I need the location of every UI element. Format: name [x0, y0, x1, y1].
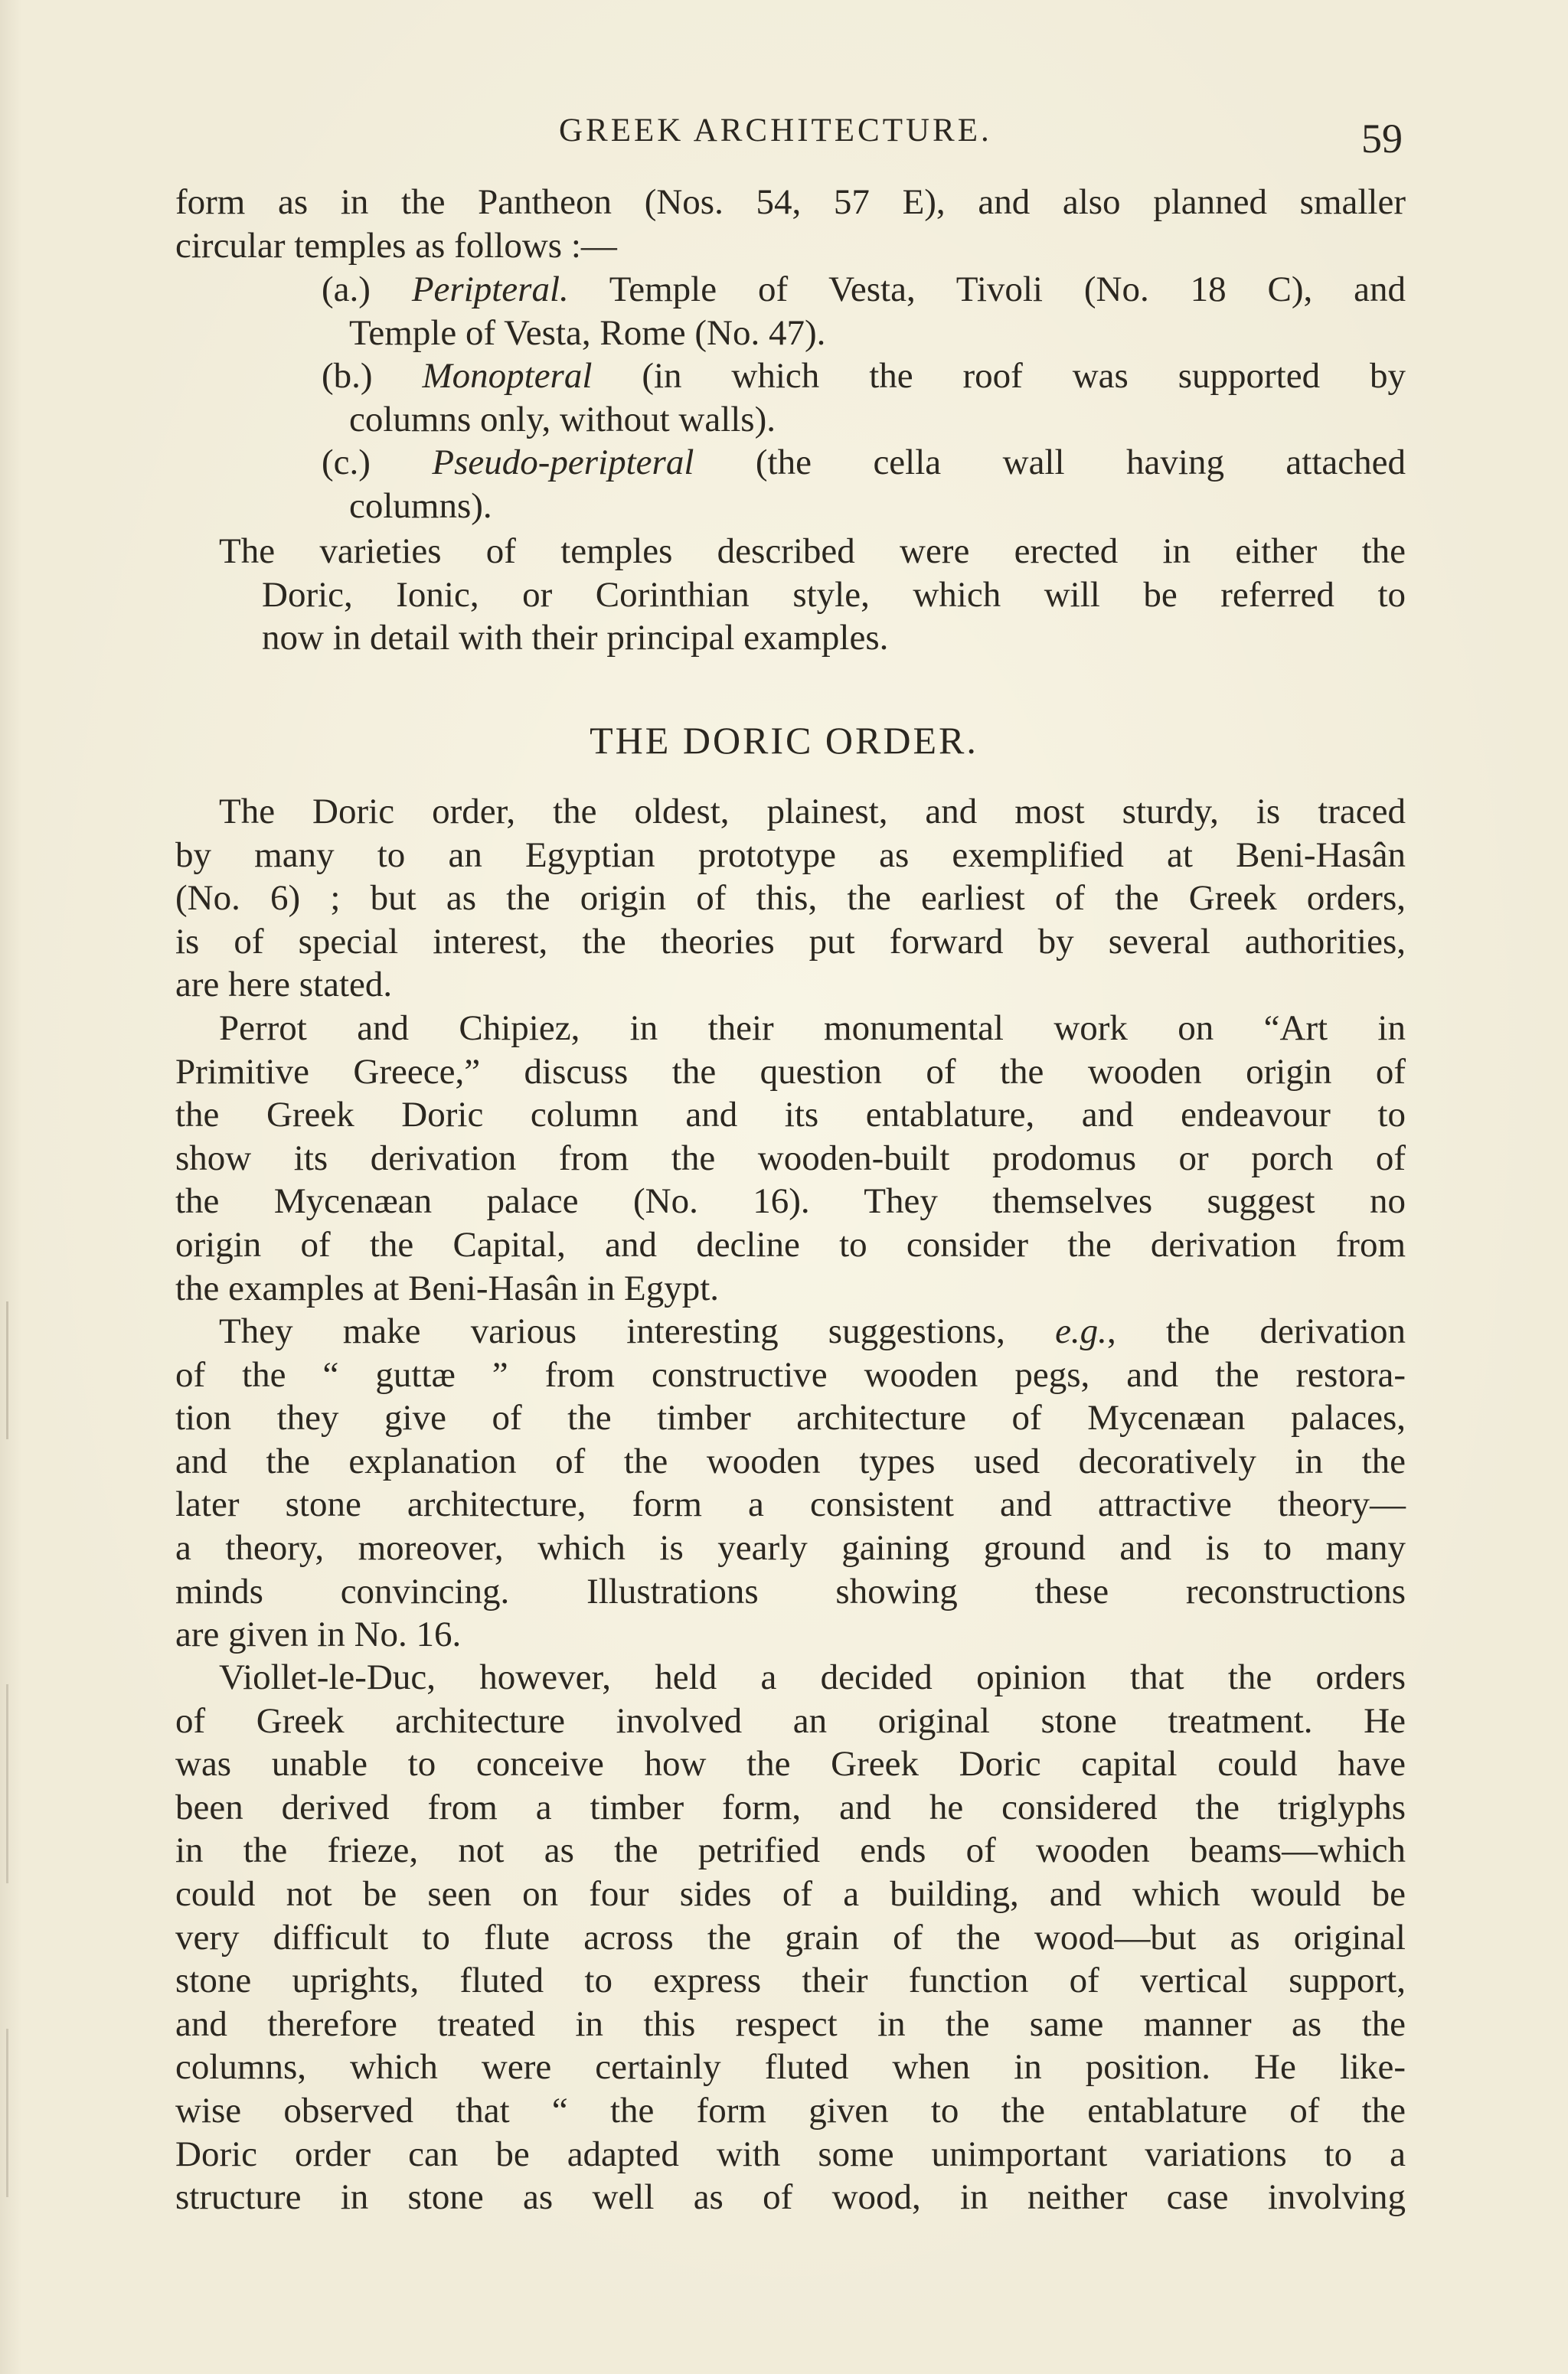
text-line: is of special interest, the theories put forward by several authorities,: [175, 921, 1406, 962]
text-line: the Greek Doric column and its entablature, and endeavour to: [175, 1095, 1406, 1135]
text-line: wise observed that “ the form given to the entablature of the: [175, 2090, 1406, 2131]
text-line: Viollet-le-Duc, however, held a decided opinion that the orders: [219, 1657, 1406, 1697]
list-text: Temple of Vesta, Tivoli (No. 18 C), and: [568, 269, 1406, 309]
list-item-a: [175, 268, 1406, 312]
list-text: (in which the roof was supported by: [592, 356, 1406, 397]
temple-types-list: [175, 268, 1406, 528]
text-line: been derived from a timber form, and he considered the triglyphs: [175, 1787, 1406, 1827]
list-term: Pseudo-peripteral: [432, 442, 694, 483]
text-line: tion they give of the timber architecture of Mycenæan palaces,: [175, 1398, 1406, 1438]
list-item-b: [175, 354, 1406, 398]
text-line: columns, which were certainly fluted when in position. He like-: [175, 2047, 1406, 2088]
text-line: now in detail with their principal examples.: [262, 618, 889, 658]
text-run: They make various interesting suggestions,: [219, 1311, 1056, 1351]
list-text: (the cella wall having attached: [694, 442, 1406, 483]
list-marker: (c.): [322, 442, 371, 483]
text-line: Doric order can be adapted with some unimportant variations to a: [175, 2134, 1406, 2174]
scan-edge-mark: [6, 1684, 8, 1883]
text-line: of Greek architecture involved an original stone treatment. He: [175, 1700, 1406, 1741]
text-line: structure in stone as well as of wood, in neither case involving: [175, 2177, 1406, 2218]
text-line: a theory, moreover, which is yearly gaining ground and is to many: [175, 1527, 1406, 1568]
text-line: and the explanation of the wooden types used decoratively in the: [175, 1441, 1406, 1481]
paragraph-doric-origin: [175, 790, 1406, 1007]
list-item-c: [175, 441, 1406, 485]
text-line: very difficult to flute across the grain of the wood—but as original: [175, 1917, 1406, 1958]
text-line: The Doric order, the oldest, plainest, and most sturdy, is traced: [219, 792, 1406, 831]
section-heading: THE DORIC ORDER.: [590, 719, 978, 762]
text-line: and therefore treated in this respect in the same manner as the: [175, 2003, 1406, 2044]
list-item-c-cont: columns).: [349, 485, 492, 526]
text-line: Perrot and Chipiez, in their monumental work on “Art in: [219, 1008, 1406, 1048]
text-line: in the frieze, not as the petrified ends of wooden beams—which: [175, 1830, 1406, 1871]
paragraph-suggestions: [175, 1310, 1406, 1657]
list-item-b-cont: columns only, without walls).: [349, 399, 776, 439]
page-number: 59: [1361, 116, 1403, 162]
text-line: of the “ guttæ ” from constructive wooden pegs, and the restora-: [175, 1354, 1406, 1395]
text-line: later stone architecture, form a consistent and attractive theory—: [175, 1484, 1406, 1525]
text-line: the Mycenæan palace (No. 16). They themselves suggest no: [175, 1181, 1406, 1222]
list-marker: (b.): [322, 356, 373, 397]
text-line: minds convincing. Illustrations showing these reconstructions: [175, 1571, 1406, 1612]
intro-paragraph: [175, 181, 1406, 267]
scan-edge-mark: [6, 1301, 8, 1439]
list-item-a-cont: Temple of Vesta, Rome (No. 47).: [349, 312, 826, 353]
text-line: show its derivation from the wooden-built prodomus or porch of: [175, 1138, 1406, 1178]
text-line: are given in No. 16.: [175, 1615, 462, 1655]
paragraph-perrot-chipiez: [175, 1007, 1406, 1310]
text-line: was unable to conceive how the Greek Doric capital could have: [175, 1744, 1406, 1785]
running-title: GREEK ARCHITECTURE.: [559, 113, 992, 149]
text-line: are here stated.: [175, 965, 393, 1005]
list-term: Monopteral: [422, 356, 593, 397]
list-term: Peripteral.: [411, 269, 569, 309]
text-line: circular temples as follows :—: [175, 225, 617, 266]
text-run: , the derivation: [1106, 1311, 1406, 1351]
text-line: The varieties of temples described were erected in either the: [219, 531, 1406, 571]
text-line: [175, 1310, 1406, 1354]
text-line: the examples at Beni-Hasân in Egypt.: [175, 1268, 720, 1308]
varieties-paragraph: [175, 530, 1406, 660]
text-line: Primitive Greece,” discuss the question of the wooden origin of: [175, 1051, 1406, 1092]
text-line: Doric, Ionic, or Corinthian style, which will be referred to: [262, 574, 1406, 615]
scan-edge-mark: [6, 2029, 8, 2197]
text-line: form as in the Pantheon (Nos. 54, 57 E), and also planned smaller: [175, 182, 1406, 222]
text-line: by many to an Egyptian prototype as exemplified at Beni-Hasân: [175, 834, 1406, 875]
text-line: (No. 6) ; but as the origin of this, the earliest of the Greek orders,: [175, 878, 1406, 919]
list-marker: (a.): [322, 269, 371, 309]
text-run-italic: e.g.: [1055, 1311, 1107, 1351]
paragraph-viollet-le-duc: [175, 1656, 1406, 2219]
text-line: origin of the Capital, and decline to consider the derivation from: [175, 1224, 1406, 1265]
text-line: could not be seen on four sides of a building, and which would be: [175, 1873, 1406, 1914]
text-line: stone uprights, fluted to express their function of vertical support,: [175, 1961, 1406, 2001]
